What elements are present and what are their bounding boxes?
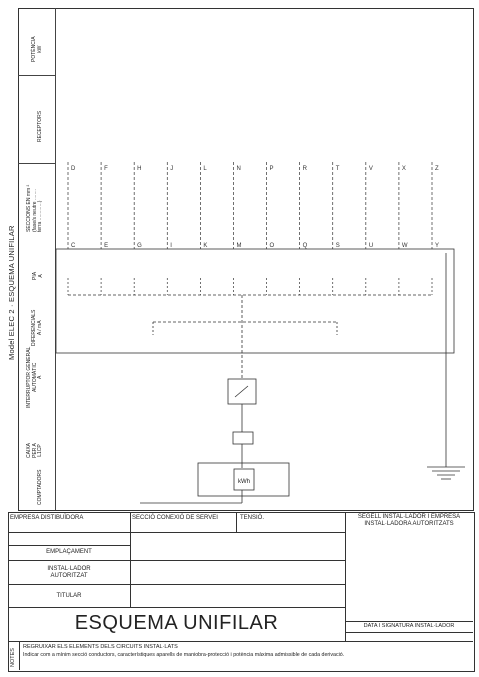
divider bbox=[8, 607, 345, 608]
titular-label: TITULAR bbox=[56, 593, 82, 599]
divider bbox=[8, 641, 473, 642]
circuit-letter-top: L bbox=[203, 166, 207, 172]
row-label-potencia: POTÈNCIA kW bbox=[31, 36, 43, 62]
circuit-letter-bottom: M bbox=[236, 243, 242, 249]
divider bbox=[236, 512, 237, 532]
segell-label: SEGELL INSTAL·LADOR I EMPRESA INSTAL·LADORA AUTORITZATS bbox=[357, 514, 461, 527]
divider bbox=[345, 632, 473, 633]
circuit-letter-top: N bbox=[236, 166, 241, 172]
circuit-letter-bottom: C bbox=[71, 243, 76, 249]
circuit-letter-top: Z bbox=[435, 166, 439, 172]
circuit-letter-bottom: K bbox=[203, 243, 208, 249]
row-label-comptadors: COMPTADORS bbox=[37, 469, 43, 505]
row-label-caixa: CAIXA PER A L1CP bbox=[26, 442, 44, 458]
divider bbox=[8, 532, 345, 533]
circuit-letter-bottom: G bbox=[137, 243, 142, 249]
model-title: Model ELEC 2 · ESQUEMA UNIFILAR bbox=[7, 225, 16, 360]
notes-heading: REGRUIXAR ELS ELEMENTS DELS CIRCUITS INSTAL·LATS bbox=[23, 644, 178, 650]
notes-text: Indicar com a mínim secció conductors, característiques aparells de maniobra-protecció i potència màxima admissible de cada derivació. bbox=[23, 652, 345, 658]
divider bbox=[8, 560, 345, 561]
circuit-letter-bottom: I bbox=[170, 243, 172, 249]
installador-label: INSTAL·LADOR AUTORITZAT bbox=[47, 566, 91, 579]
seccio-conexio-label: SECCIÓ CONEXIÓ DE SERVEI bbox=[132, 515, 218, 521]
l1cp-box bbox=[233, 432, 253, 444]
tensio-label: TENSIÓ. bbox=[240, 515, 265, 521]
row-label-pia: PIA A bbox=[32, 271, 44, 280]
circuit-letter-bottom: W bbox=[401, 243, 408, 249]
circuit-letter-bottom: S bbox=[335, 243, 340, 249]
row-label-diferencials: DIFERENCIALS A / mA bbox=[31, 309, 43, 346]
circuit-letter-top: P bbox=[269, 166, 274, 172]
circuit-letter-top: D bbox=[71, 166, 76, 172]
divider bbox=[8, 584, 345, 585]
emplacament-label: EMPLAÇAMENT bbox=[46, 549, 92, 555]
distribution-panel bbox=[56, 249, 454, 353]
data-signatura-label: DATA I SIGNATURA INSTAL·LADOR bbox=[363, 623, 455, 629]
circuit-letter-top: F bbox=[104, 166, 108, 172]
circuit-letter-bottom: Q bbox=[302, 243, 308, 249]
divider bbox=[19, 641, 20, 670]
row-label-seccions: SECCIONS EN mm ² (fase/s neutre ........ terra .............) bbox=[26, 184, 44, 232]
circuit-letter-bottom: Y bbox=[435, 243, 440, 249]
divider bbox=[8, 545, 130, 546]
circuit-letter-top: V bbox=[368, 166, 373, 172]
row-label-receptors: RECEPTORS bbox=[37, 110, 43, 142]
circuit-letter-top: J bbox=[170, 166, 174, 172]
document-title: ESQUEMA UNIFILAR bbox=[74, 612, 279, 634]
divider bbox=[345, 621, 473, 622]
circuit-letter-bottom: O bbox=[269, 243, 275, 249]
circuit-letter-top: R bbox=[302, 166, 307, 172]
empresa-distribuidora-label: EMPRESA DISTIBUÏDORA bbox=[10, 515, 84, 521]
kwh-label: kWh bbox=[238, 479, 250, 485]
circuit-letter-bottom: U bbox=[368, 243, 374, 249]
row-label-interruptor: INTERRUPTOR GENERAL AUTOMÀTIC A bbox=[26, 346, 44, 408]
circuit-letter-bottom: E bbox=[104, 243, 109, 249]
notes-label: NOTES bbox=[10, 648, 16, 667]
circuit-letter-top: T bbox=[335, 166, 340, 172]
circuit-letter-top: H bbox=[137, 166, 142, 172]
circuit-letter-top: X bbox=[401, 166, 406, 172]
